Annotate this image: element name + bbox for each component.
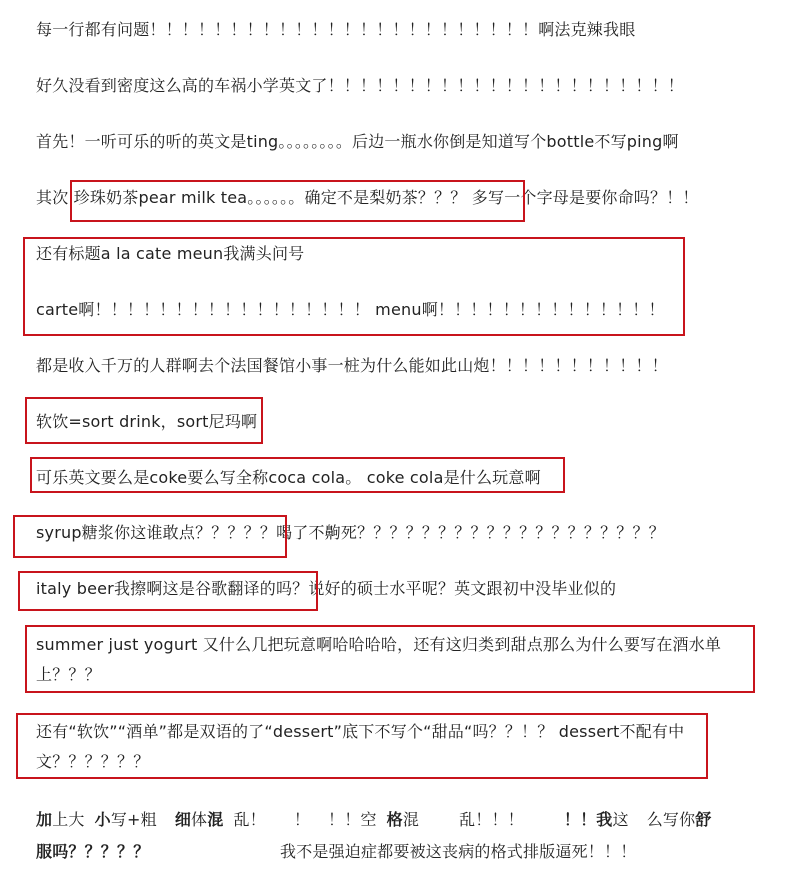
mixed-seg: 混 (207, 810, 224, 829)
text-line-17b: 我不是强迫症都要被这丧病的格式排版逼死！！！ (280, 842, 637, 861)
text-line-7: 都是收入千万的人群啊去个法国餐馆小事一桩为什么能如此山炮！！！！！！！！！！！ (36, 356, 668, 375)
text-line-6: carte啊！！！！！！！！！！！！！！！！！ menu啊！！！！！！！！！！！！！！ (36, 300, 665, 319)
highlight-box-soft-drink (25, 397, 263, 444)
text-line-10: syrup糖浆你这谁敢点？？？？？喝了不齁死？？？？？？？？？？？？？？？？？？？ (36, 523, 665, 542)
mixed-seg: 乱！ (233, 810, 266, 829)
text-line-4: 其次 珍珠奶茶pear milk tea。。。。。。确定不是梨奶茶？？？ 多写一个字母是要你命吗？！！ (36, 188, 699, 207)
text-line-9: 可乐英文要么是coke要么写全称coca cola。 coke cola是什么玩意啊 (36, 468, 541, 487)
mixed-seg: ！ (293, 810, 311, 829)
text-line-2: 好久没看到密度这么高的车祸小学英文了！！！！！！！！！！！！！！！！！！！！！！ (36, 76, 685, 95)
mixed-seg: ！！空 (328, 810, 377, 829)
mixed-format-line (36, 810, 712, 830)
text-line-15: 文？？？？？？ (36, 752, 150, 771)
mixed-seg: 这 (612, 810, 629, 829)
mixed-seg: 舒 (695, 810, 712, 829)
text-line-3: 首先！一听可乐的听的英文是ting。。。。。。。。后边一瓶水你倒是知道写个bottle不写ping啊 (36, 132, 679, 151)
text-line-17: 服吗？？？？？ (36, 842, 150, 861)
mixed-seg: 写+粗 (110, 810, 157, 829)
highlight-box-summer-yogurt (25, 625, 755, 693)
mixed-seg: 体 (191, 810, 208, 829)
highlight-box-pearl-milk-tea (70, 180, 525, 222)
highlight-box-title (23, 237, 685, 336)
mixed-seg: 混 (402, 810, 420, 829)
text-line-14: 还有“软饮”“酒单”都是双语的了“dessert”底下不写个“甜品“吗？？！？ dessert不配有中 (36, 722, 685, 741)
text-line-5: 还有标题a la cate meun我满头问号 (36, 244, 305, 263)
text-line-11: italy beer我擦啊这是谷歌翻译的吗？说好的硕士水平呢？英文跟初中没毕业似的 (36, 579, 617, 598)
mixed-seg: ！！ (563, 810, 597, 829)
mixed-seg: 加 (36, 810, 53, 829)
highlight-box-syrup (13, 515, 287, 558)
highlight-box-coke (30, 457, 565, 493)
mixed-seg: 小 (94, 810, 111, 829)
text-line-12: summer just yogurt 又什么几把玩意啊哈哈哈哈，还有这归类到甜点那么为什么要写在酒水单 (36, 635, 722, 654)
mixed-seg: 细 (174, 810, 192, 829)
mixed-seg: 格 (386, 810, 403, 829)
text-line-1: 每一行都有问题！！！！！！！！！！！！！！！！！！！！！！！！啊法克辣我眼 (36, 20, 636, 39)
highlight-box-italy-beer (18, 571, 318, 611)
mixed-seg: 我 (596, 810, 613, 829)
mixed-seg: 上大 (52, 810, 85, 829)
text-line-13: 上？？？ (36, 665, 101, 684)
highlight-box-dessert (16, 713, 708, 779)
mixed-seg: 么写你 (646, 810, 696, 829)
mixed-seg: 乱！！！ (459, 810, 524, 829)
text-line-8: 软饮=sort drink，sort尼玛啊 (36, 412, 258, 431)
